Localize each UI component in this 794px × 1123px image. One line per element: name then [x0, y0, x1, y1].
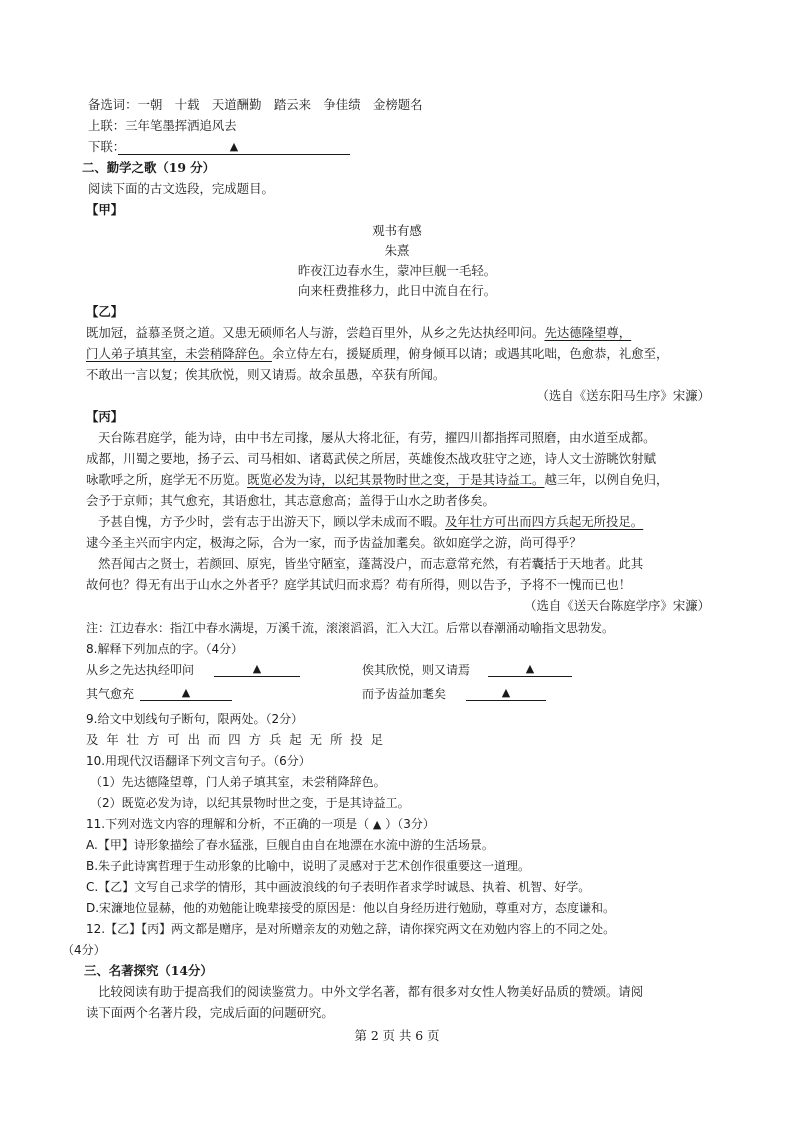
q10-sentence-2: （2）既览必发为诗，以纪其景物时世之变，于是其诗益工。	[90, 796, 410, 810]
yi-line-3: 不敢出一言以复；俟其欣悦，则又请焉。故余虽愚，卒获有所闻。	[86, 367, 446, 382]
section2-heading: 二、勤学之歌（19 分）	[82, 160, 216, 175]
candidates-words: 一朝 十载 天道酬勤 踏云来 争佳绩 金榜题名	[137, 97, 423, 112]
yi-line-1	[86, 324, 631, 342]
q8-item-b: 俟其欣悦，则又请焉	[362, 663, 471, 677]
q11-stem-a: 11.下列对选文内容的理解和分析，不正确的一项是（	[86, 817, 370, 831]
bing-line-1: 天台陈君庭学，能为诗，由中书左司掾，屡从大将北征，有劳，擢四川都指挥司照磨，由水道至成都。	[98, 430, 656, 445]
upper-couplet-line	[88, 117, 237, 135]
q8-stem: 8.解释下列加点的字。（4分）	[86, 642, 244, 656]
answer-triangle-icon: ▲	[229, 140, 239, 153]
bing-text: 咏歌呼之所，庭学无不历览。	[86, 472, 248, 487]
section3-para-2: 读下面两个名著片段，完成后面的问题研究。	[86, 1005, 334, 1020]
q8-blank-d[interactable]	[466, 686, 546, 701]
q11-option-d[interactable]: D.宋濂地位显赫，他的劝勉能让晚辈接受的原因是：他以自身经历进行勉励，尊重对方，态度谦和。	[86, 901, 616, 915]
candidates-line	[88, 96, 423, 114]
q8-blank-a[interactable]	[214, 662, 300, 677]
section2-intro: 阅读下面的古文选段，完成题目。	[88, 181, 274, 196]
lower-couplet-label: 下联：	[88, 139, 126, 154]
candidates-label: 备选词：	[88, 97, 138, 112]
q11-stem-b: ）（3分）	[385, 817, 435, 831]
yi-source: （选自《送东阳马生序》宋濂）	[536, 388, 710, 403]
bing-text: 予甚自愧，方予少时，尝有志于出游天下，顾以学未成而不暇。	[98, 514, 445, 529]
section3-para-1: 比较阅读有助于提高我们的阅读鉴赏力。中外文学名著，都有很多对女性人物美好品质的赞颂。请阅	[98, 984, 644, 999]
underlined-sentence: 既览必发为诗，以纪其景物时世之变，于是其诗益工。	[247, 472, 545, 487]
bing-line-7: 然吾闻古之贤士，若颜回、原宪，皆坐守陋室，蓬蒿没户，而志意常充然，有若囊括于天地者。此其	[98, 556, 644, 571]
yi-line-2	[86, 345, 668, 363]
bing-line-8: 故何也？得无有出于山水之外者乎？庭学其试归而求焉？苟有所得，则以告予，予将不一愧而已也！	[86, 577, 632, 592]
answer-triangle-icon: ▲	[525, 662, 535, 675]
underlined-sentence: 先达德隆望尊，	[544, 325, 632, 340]
poem-line-1: 昨夜江边春水生，蒙冲巨舰一毛轻。	[297, 263, 497, 278]
bing-line-3	[86, 471, 668, 489]
q10-stem: 10.用现代汉语翻译下列文言句子。（6分）	[86, 754, 311, 768]
q11-stem	[86, 815, 435, 834]
bing-text: 越三年，以例自免归，	[544, 472, 669, 487]
answer-triangle-icon: ▲	[181, 686, 191, 699]
upper-label: 上联：	[88, 118, 126, 133]
q9-sentence: 及 年 壮 方 可 出 而 四 方 兵 起 无 所 投 足	[86, 732, 385, 747]
q12-line-1: 12.【乙】【丙】两文都是赠序，是对所赠亲友的劝勉之辞，请你探究两文在劝勉内容上的不同之处。	[86, 922, 616, 936]
answer-triangle-icon: ▲	[501, 686, 511, 699]
underlined-sentence: 及年壮方可出而四方兵起无所投足。	[444, 514, 644, 529]
q11-option-b[interactable]: B.朱子此诗寓哲理于生动形象的比喻中，说明了灵感对于艺术创作很重要这一道理。	[86, 859, 531, 873]
yi-text: 既加冠，益慕圣贤之道。又患无硕师名人与游，尝趋百里外，从乡之先达执经叩问。	[86, 325, 545, 340]
bing-line-4: 会予于京师；其气愈充，其语愈壮，其志意愈高；盖得于山水之助者侈矣。	[86, 493, 495, 508]
page-footer: 第 2 页 共 6 页	[354, 1028, 440, 1043]
q9-stem: 9.给文中划线句子断句，限两处。（2分）	[86, 712, 304, 726]
q10-sentence-1: （1）先达德隆望尊，门人弟子填其室，未尝稍降辞色。	[90, 775, 386, 789]
yi-tag: 【乙】	[86, 304, 124, 319]
lower-couplet-blank[interactable]	[118, 140, 350, 155]
q12-line-2: （4分）	[62, 943, 106, 957]
jia-tag: 【甲】	[86, 202, 124, 217]
answer-triangle-icon: ▲	[252, 662, 262, 675]
q8-item-a: 从乡之先达执经叩问	[86, 663, 195, 677]
bing-line-6: 逮今圣主兴而宇内定，极海之际，合为一家，而予齿益加耄矣。欲如庭学之游，尚可得乎？	[86, 535, 582, 550]
yi-text: 余立侍左右，援疑质理，俯身倾耳以请；或遇其叱咄，色愈恭，礼愈至，	[271, 346, 669, 361]
bing-line-2: 成都，川蜀之要地，扬子云、司马相如、诸葛武侯之所居，英雄俊杰战攻驻守之迹，诗人文士游眺饮射赋	[86, 451, 656, 466]
q11-option-c[interactable]: C.【乙】文写自己求学的情形，其中画波浪线的句子表明作者求学时诚恳、执着、机智、好学。	[86, 880, 591, 894]
poem-line-2: 向来枉费推移力，此日中流自在行。	[297, 283, 497, 298]
note: 注：江边春水：指江中春水满堤，万溪千流，滚滚滔滔，汇入大江。后常以春潮涌动喻指文思勃发。	[86, 621, 615, 635]
q8-blank-b[interactable]	[488, 662, 572, 677]
section3-heading: 三、名著探究（14分）	[84, 963, 213, 978]
bing-tag: 【丙】	[86, 409, 124, 424]
bing-line-5	[98, 513, 643, 531]
poem-author: 朱熹	[384, 243, 410, 258]
upper-text: 三年笔墨挥洒追风去	[125, 118, 237, 133]
q8-item-c: 其气愈充	[86, 687, 135, 701]
q11-option-a[interactable]: A.【甲】诗形象描绘了春水猛涨，巨舰自由自在地漂在水流中游的生活场景。	[86, 838, 494, 852]
bing-source: （选自《送天台陈庭学序》宋濂）	[524, 598, 710, 613]
q8-blank-c[interactable]	[140, 686, 232, 701]
answer-triangle-icon: ▲	[372, 818, 382, 831]
underlined-sentence: 门人弟子填其室，未尝稍降辞色。	[86, 346, 272, 361]
q8-item-d: 而予齿益加耄矣	[362, 687, 447, 701]
poem-title: 观书有感	[372, 223, 422, 238]
